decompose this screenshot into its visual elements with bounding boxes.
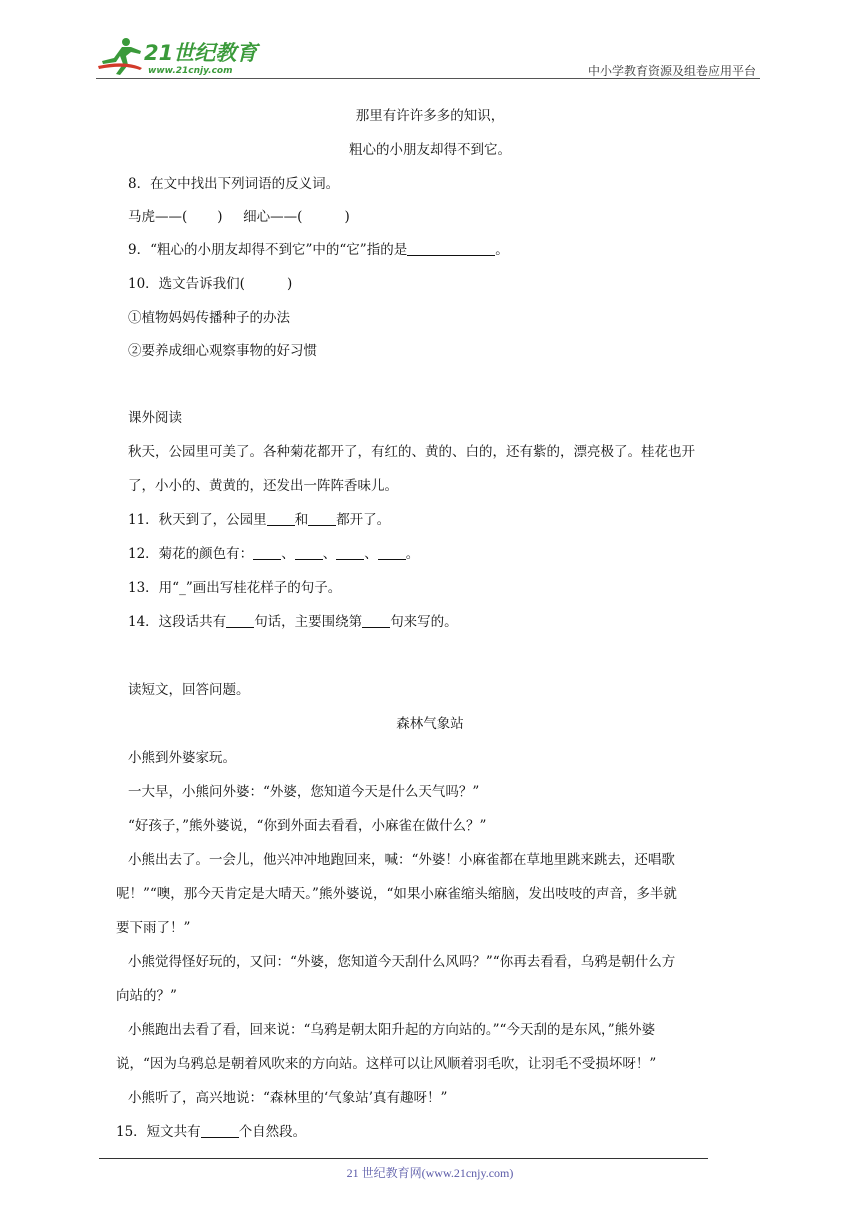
footer-divider	[99, 1158, 708, 1159]
story-paragraph-line: 要下雨了！”	[116, 920, 191, 936]
answer-blank[interactable]	[295, 546, 323, 560]
answer-blank[interactable]	[336, 546, 364, 560]
question-9: 9．“粗心的小朋友却得不到它”中的“它”指的是 。	[128, 242, 509, 258]
answer-blank[interactable]	[362, 614, 390, 628]
poem-line: 粗心的小朋友却得不到它。	[349, 142, 511, 158]
question-11: 11．秋天到了，公园里 和 都开了。	[128, 512, 391, 528]
question-10: 10．选文告诉我们( )	[128, 276, 293, 292]
page-header	[96, 34, 760, 80]
logo-url: www.21cnjy.com	[148, 66, 233, 76]
answer-blank[interactable]	[201, 1124, 239, 1138]
header-divider	[96, 78, 760, 79]
story-paragraph: 小熊到外婆家玩。	[128, 750, 236, 766]
story-paragraph: 小熊听了，高兴地说：“森林里的‘气象站’真有趣呀！”	[128, 1090, 448, 1106]
question-8-answers: 马虎——( ) 细心——( )	[128, 209, 350, 225]
story-paragraph-line: 小熊跑出去看了看，回来说：“乌鸦是朝太阳升起的方向站的。”“今天刮的是东风，”熊外婆	[128, 1022, 656, 1038]
answer-blank[interactable]	[226, 614, 254, 628]
story-paragraph: “好孩子，”熊外婆说，“你到外面去看看，小麻雀在做什么？”	[128, 818, 487, 834]
reading-paragraph-line: 了，小小的、黄黄的，还发出一阵阵香味儿。	[128, 478, 398, 494]
question-15: 15．短文共有 个自然段。	[116, 1124, 307, 1140]
story-paragraph-line: 小熊觉得怪好玩的，又问：“外婆，您知道今天刮什么风吗？”“你再去看看，乌鸦是朝什么方	[128, 954, 676, 970]
question-13: 13．用“_”画出写桂花样子的句子。	[128, 580, 342, 596]
story-title: 森林气象站	[396, 716, 464, 732]
logo	[96, 34, 261, 78]
answer-blank[interactable]	[378, 546, 406, 560]
question-12: 12．菊花的颜色有： 、 、 、 。	[128, 546, 420, 562]
logo-text: 21世纪教育	[144, 41, 258, 65]
answer-blank[interactable]	[407, 242, 495, 256]
section-title: 课外阅读	[128, 410, 182, 426]
page-footer: 21 世纪教育网(www.21cnjy.com)	[346, 1166, 514, 1180]
answer-blank[interactable]	[308, 512, 336, 526]
answer-blank[interactable]	[253, 546, 281, 560]
story-paragraph-line: 小熊出去了。一会儿，他兴冲冲地跑回来，喊：“外婆！小麻雀都在草地里跳来跳去，还唱歌	[128, 852, 675, 868]
answer-blank[interactable]	[267, 512, 295, 526]
section-title: 读短文，回答问题。	[128, 682, 250, 698]
story-paragraph-line: 呢！”“噢，那今天肯定是大晴天。”熊外婆说，“如果小麻雀缩头缩脑，发出吱吱的声音，多半就	[116, 886, 677, 902]
antonym-label-2: 细心——(	[243, 209, 303, 225]
runner-icon	[98, 38, 142, 75]
poem-line: 那里有许许多多的知识，	[355, 108, 505, 124]
question-8: 8．在文中找出下列词语的反义词。	[128, 176, 340, 192]
option-1: ①植物妈妈传播种子的办法	[128, 310, 290, 326]
story-paragraph-line: 向站的？”	[116, 988, 177, 1004]
option-2: ②要养成细心观察事物的好习惯	[128, 343, 317, 359]
story-paragraph-line: 说，“因为乌鸦总是朝着风吹来的方向站。这样可以让风顺着羽毛吹，让羽毛不受损坏呀！”	[116, 1056, 657, 1072]
story-paragraph: 一大早，小熊问外婆：“外婆，您知道今天是什么天气吗？”	[128, 784, 480, 800]
platform-name: 中小学教育资源及组卷应用平台	[587, 64, 756, 78]
question-14: 14．这段话共有 句话，主要围绕第 句来写的。	[128, 614, 458, 630]
reading-paragraph-line: 秋天，公园里可美了。各种菊花都开了，有红的、黄的、白的，还有紫的，漂亮极了。桂花也开	[128, 444, 695, 460]
antonym-label-1: 马虎——(	[128, 209, 188, 225]
